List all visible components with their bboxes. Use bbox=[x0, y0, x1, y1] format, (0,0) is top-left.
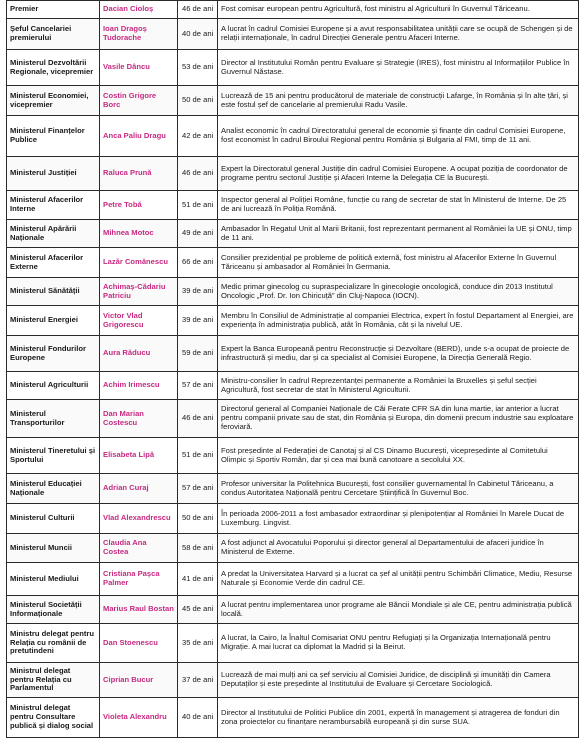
age-cell: 40 de ani bbox=[178, 19, 218, 50]
age-cell: 37 de ani bbox=[178, 663, 218, 698]
table-row bbox=[7, 336, 579, 372]
ministry-cell: Ministerul Muncii bbox=[7, 534, 100, 563]
ministry-cell: Ministerul Mediului bbox=[7, 563, 100, 596]
table-row bbox=[7, 306, 579, 336]
age-cell: 35 de ani bbox=[178, 624, 218, 663]
age-cell: 45 de ani bbox=[178, 596, 218, 624]
description-cell: Fost președinte al Federației de Canotaj și al CS Dinamo București, vicepreședinte al Comitetului Olimpic și Sportiv Român, dar și cea mai bună canotoare a secolului XX. bbox=[218, 438, 579, 474]
description-cell: Directorul general al Companiei Naționale de Căi Ferate CFR SA din luna martie, iar anterior a lucrat pentru companii private sau de stat, din România și Europa, din domenii precum industrie sau exploatare feroviară. bbox=[218, 400, 579, 438]
description-cell: Membru în Consiliul de Administrație al companiei Electrica, expert în fostul Departament al Energiei, are experiența în administrația publică, atât în România, cât și la nivelul UE. bbox=[218, 306, 579, 336]
table-row bbox=[7, 596, 579, 624]
age-cell: 49 de ani bbox=[178, 220, 218, 248]
table-row bbox=[7, 278, 579, 306]
description-cell: Lucrează de mai mulți ani ca șef serviciu al Comisiei Juridice, de disciplină și imunități din Camera Deputaților și este președinte al Institutului de Evaluare și Cercetare Sociologică. bbox=[218, 663, 579, 698]
description-cell: Ambasador în Regatul Unit al Marii Britanii, fost reprezentant permanent al României la UE și ONU, timp de 11 ani. bbox=[218, 220, 579, 248]
description-cell: A predat la Universitatea Harvard și a lucrat ca șef al unității pentru Schimbări Climatice, Mediu, Resurse Naturale și Economie Verde din cadrul CE. bbox=[218, 563, 579, 596]
ministry-cell: Ministerul Tineretului și Sportului bbox=[7, 438, 100, 474]
minister-name-cell: Dan Stoenescu bbox=[100, 624, 178, 663]
description-cell: Expert la Directoratul general Justiție din cadrul Comisiei Europene. A ocupat poziția de coordonator de programe pentru sectorul Justiție și Afaceri Interne la Delegația CE la București. bbox=[218, 157, 579, 191]
table-row bbox=[7, 19, 579, 50]
ministry-cell: Ministerul Sănătății bbox=[7, 278, 100, 306]
ministry-cell: Ministerul Transporturilor bbox=[7, 400, 100, 438]
table-row bbox=[7, 220, 579, 248]
description-cell: A lucrat pentru implementarea unor programe ale Băncii Mondiale și ale CE, pentru administrația publică locală. bbox=[218, 596, 579, 624]
description-cell: Fost comisar european pentru Agricultură, fost ministru al Agriculturii în Guvernul Tăriceanu. bbox=[218, 1, 579, 19]
description-cell: Inspector general al Poliției Române, funcție cu rang de secretar de stat în MInisterul de Interne. De 25 de ani lucrează în Poliția Română. bbox=[218, 191, 579, 220]
minister-name-cell: Achim Irimescu bbox=[100, 372, 178, 400]
minister-name-cell: Ciprian Bucur bbox=[100, 663, 178, 698]
age-cell: 39 de ani bbox=[178, 306, 218, 336]
minister-name-cell: Achimaș-Cădariu Patriciu bbox=[100, 278, 178, 306]
minister-name-cell: Aura Răducu bbox=[100, 336, 178, 372]
ministry-cell: Ministerul Afacerilor Externe bbox=[7, 248, 100, 278]
description-cell: În perioada 2006-2011 a fost ambasador extraordinar și plenipotențiar al României în Marele Ducat de Luxemburg. Lingvist. bbox=[218, 504, 579, 534]
age-cell: 41 de ani bbox=[178, 563, 218, 596]
ministers-table-sheet bbox=[6, 0, 578, 738]
minister-name-cell: Costin Grigore Borc bbox=[100, 86, 178, 116]
table-row bbox=[7, 191, 579, 220]
age-cell: 46 de ani bbox=[178, 1, 218, 19]
minister-name-cell: Dacian Cioloș bbox=[100, 1, 178, 19]
age-cell: 57 de ani bbox=[178, 474, 218, 504]
age-cell: 50 de ani bbox=[178, 86, 218, 116]
description-cell: Consilier prezidențial pe probleme de politică externă, fost ministru al Afacerilor Externe în Guvernul Tăriceanu și ambasador al României în Germania. bbox=[218, 248, 579, 278]
minister-name-cell: Elisabeta Lipă bbox=[100, 438, 178, 474]
table-row bbox=[7, 534, 579, 563]
minister-name-cell: Petre Tobă bbox=[100, 191, 178, 220]
ministry-cell: Ministerul Economiei, vicepremier bbox=[7, 86, 100, 116]
ministry-cell: Premier bbox=[7, 1, 100, 19]
description-cell: A lucrat, la Cairo, la Înaltul Comisariat ONU pentru Refugiați și la Organizația Internațională pentru Migrație. A mai lucrat ca diplomat la Madrid și la Beirut. bbox=[218, 624, 579, 663]
age-cell: 42 de ani bbox=[178, 116, 218, 157]
minister-name-cell: Dan Marian Costescu bbox=[100, 400, 178, 438]
age-cell: 59 de ani bbox=[178, 336, 218, 372]
minister-name-cell: Mihnea Motoc bbox=[100, 220, 178, 248]
table-row bbox=[7, 248, 579, 278]
age-cell: 53 de ani bbox=[178, 50, 218, 86]
ministers-table-body bbox=[7, 1, 579, 738]
table-row bbox=[7, 116, 579, 157]
table-row bbox=[7, 50, 579, 86]
table-row bbox=[7, 504, 579, 534]
age-cell: 46 de ani bbox=[178, 157, 218, 191]
table-row bbox=[7, 400, 579, 438]
table-row bbox=[7, 663, 579, 698]
ministry-cell: Ministerul Finanțelor Publice bbox=[7, 116, 100, 157]
description-cell: A lucrat în cadrul Comisiei Europene și a avut responsabilitatea unității care se ocupă de Schengen și de relații internaționale, în cadrul Direcției Generale pentru Afaceri Interne. bbox=[218, 19, 579, 50]
minister-name-cell: Vasile Dâncu bbox=[100, 50, 178, 86]
ministry-cell: Ministrul delegat pentru Consultare publică și dialog social bbox=[7, 698, 100, 738]
ministry-cell: Ministerul Fondurilor Europene bbox=[7, 336, 100, 372]
description-cell: Director al Institutului Român pentru Evaluare și Strategie (IRES), fost ministru al Informațiilor Publice în Guvernul Năstase. bbox=[218, 50, 579, 86]
ministry-cell: Ministerul Societății Informaționale bbox=[7, 596, 100, 624]
age-cell: 46 de ani bbox=[178, 400, 218, 438]
ministry-cell: Ministerul Educației Naționale bbox=[7, 474, 100, 504]
age-cell: 51 de ani bbox=[178, 191, 218, 220]
description-cell: Ministru-consilier în cadrul Reprezentanței permanente a României la Bruxelles și șeful secției Agricultură, fost secretar de stat în Ministerul Agriculturii. bbox=[218, 372, 579, 400]
description-cell: Analist economic în cadrul Directoratului general de economie și finanțe din cadrul Comisiei Europene, fost economist în cadrul Biroului Regional pentru România și Bulgaria al FMI, timp de 11 ani. bbox=[218, 116, 579, 157]
ministry-cell: Ministerul Apărării Naționale bbox=[7, 220, 100, 248]
table-row bbox=[7, 157, 579, 191]
description-cell: Medic primar ginecolog cu supraspecializare în ginecologie oncologică, conduce din 2013 Institutul Oncologic „Prof. Dr. Ion Chiricuță” din Cluj-Napoca (IOCN). bbox=[218, 278, 579, 306]
ministry-cell: Ministru delegat pentru Relația cu românii de pretutindeni bbox=[7, 624, 100, 663]
minister-name-cell: Ioan Dragoș Tudorache bbox=[100, 19, 178, 50]
ministry-cell: Ministerul Justiției bbox=[7, 157, 100, 191]
age-cell: 66 de ani bbox=[178, 248, 218, 278]
minister-name-cell: Cristiana Pașca Palmer bbox=[100, 563, 178, 596]
description-cell: Director al Institutului de Politici Publice din 2001, expertă în management și atragerea de fonduri din zona proiectelor cu finanțare nerambursabilă europeană și din surse SUA. bbox=[218, 698, 579, 738]
minister-name-cell: Violeta Alexandru bbox=[100, 698, 178, 738]
ministers-table bbox=[6, 0, 579, 738]
age-cell: 57 de ani bbox=[178, 372, 218, 400]
ministry-cell: Ministerul Energiei bbox=[7, 306, 100, 336]
minister-name-cell: Victor Vlad Grigorescu bbox=[100, 306, 178, 336]
minister-name-cell: Vlad Alexandrescu bbox=[100, 504, 178, 534]
ministry-cell: Ministrul delegat pentru Relația cu Parlamentul bbox=[7, 663, 100, 698]
description-cell: Lucrează de 15 ani pentru producătorul de materiale de construcții Lafarge, în România și în alte țări, și este fostul șef de cancelarie al premierului Radu Vasile. bbox=[218, 86, 579, 116]
age-cell: 40 de ani bbox=[178, 698, 218, 738]
minister-name-cell: Lazăr Comănescu bbox=[100, 248, 178, 278]
age-cell: 39 de ani bbox=[178, 278, 218, 306]
table-row bbox=[7, 474, 579, 504]
table-row bbox=[7, 438, 579, 474]
table-row bbox=[7, 86, 579, 116]
ministry-cell: Ministerul Culturii bbox=[7, 504, 100, 534]
table-row bbox=[7, 563, 579, 596]
minister-name-cell: Marius Raul Bostan bbox=[100, 596, 178, 624]
age-cell: 51 de ani bbox=[178, 438, 218, 474]
age-cell: 50 de ani bbox=[178, 504, 218, 534]
ministry-cell: Ministerul Dezvoltării Regionale, vicepremier bbox=[7, 50, 100, 86]
minister-name-cell: Raluca Prună bbox=[100, 157, 178, 191]
table-row bbox=[7, 1, 579, 19]
ministry-cell: Ministerul Agriculturii bbox=[7, 372, 100, 400]
age-cell: 58 de ani bbox=[178, 534, 218, 563]
ministry-cell: Șeful Cancelariei premierului bbox=[7, 19, 100, 50]
minister-name-cell: Anca Paliu Dragu bbox=[100, 116, 178, 157]
description-cell: Profesor universitar la Politehnica București, fost consilier guvernamental în Cabinetul Tăriceanu, a condus Autoritatea Națională pentru Cercetare Științifică în Guvernul Boc. bbox=[218, 474, 579, 504]
minister-name-cell: Adrian Curaj bbox=[100, 474, 178, 504]
table-row bbox=[7, 372, 579, 400]
description-cell: A fost adjunct al Avocatului Poporului și director general al Departamentului de afaceri juridice în Ministerul de Externe. bbox=[218, 534, 579, 563]
table-row bbox=[7, 624, 579, 663]
minister-name-cell: Claudia Ana Costea bbox=[100, 534, 178, 563]
description-cell: Expert la Banca Europeană pentru Reconstrucție și Dezvoltare (BERD), unde s-a ocupat de proiecte de infrastructură și mediu, dar și ca specialist al Comisiei Europene, la Direcția Generală Regio. bbox=[218, 336, 579, 372]
ministry-cell: Ministerul Afacerilor Interne bbox=[7, 191, 100, 220]
table-row bbox=[7, 698, 579, 738]
